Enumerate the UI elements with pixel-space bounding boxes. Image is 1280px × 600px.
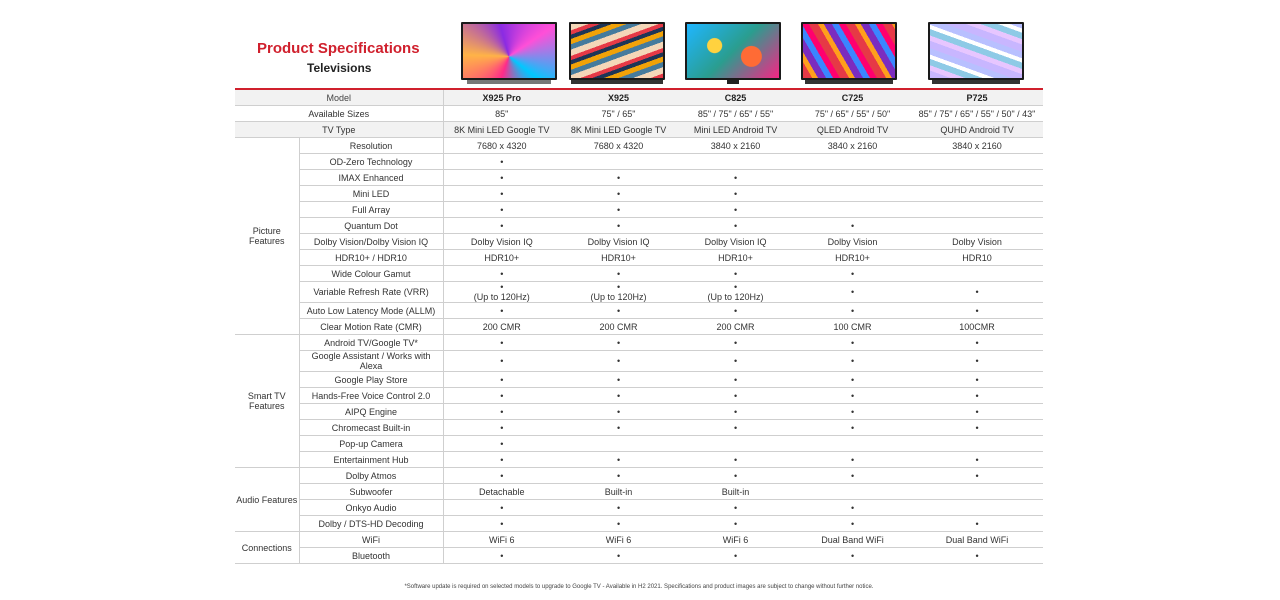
spec-value: •	[560, 303, 677, 319]
spec-value: •	[911, 516, 1043, 532]
page-subtitle: Televisions	[307, 61, 372, 75]
spec-value: •	[677, 170, 794, 186]
spec-value: X925	[560, 90, 677, 106]
spec-value: •	[677, 351, 794, 372]
spec-value	[911, 500, 1043, 516]
spec-value	[794, 170, 911, 186]
spec-value: •	[443, 202, 560, 218]
spec-value: •	[560, 404, 677, 420]
spec-value: WiFi 6	[677, 532, 794, 548]
spec-value: •	[560, 218, 677, 234]
spec-value: •	[560, 452, 677, 468]
spec-table	[235, 90, 1043, 564]
table-row	[235, 484, 1043, 500]
spec-value: 200 CMR	[560, 319, 677, 335]
table-row	[235, 420, 1043, 436]
c825-tv-image	[685, 22, 781, 84]
spec-value	[794, 202, 911, 218]
c725-tv-image	[801, 22, 897, 84]
spec-value: •	[443, 420, 560, 436]
spec-value: •	[677, 500, 794, 516]
table-row	[235, 548, 1043, 564]
footnote: *Software update is required on selected models to upgrade to Google TV - Available in H2 2021. Specifications and product images are subject to change without further notice.	[404, 584, 874, 590]
p725-tv-image	[928, 22, 1024, 84]
spec-value: Mini LED Android TV	[677, 122, 794, 138]
spec-value: •	[443, 186, 560, 202]
table-row	[235, 303, 1043, 319]
feature-label: Entertainment Hub	[299, 452, 443, 468]
table-row	[235, 122, 1043, 138]
spec-value: •	[560, 388, 677, 404]
feature-label: Resolution	[299, 138, 443, 154]
spec-value: 7680 x 4320	[560, 138, 677, 154]
spec-value: •	[443, 335, 560, 351]
x925-tv-image	[569, 22, 665, 84]
spec-value: C825	[677, 90, 794, 106]
spec-value	[911, 186, 1043, 202]
spec-value	[794, 436, 911, 452]
feature-label: Mini LED	[299, 186, 443, 202]
table-row	[235, 532, 1043, 548]
spec-value	[911, 484, 1043, 500]
feature-label: Wide Colour Gamut	[299, 266, 443, 282]
spec-value: •	[794, 468, 911, 484]
spec-value: • (Up to 120Hz)	[560, 282, 677, 303]
spec-sheet	[235, 0, 1043, 600]
feature-label: AIPQ Engine	[299, 404, 443, 420]
spec-value	[911, 170, 1043, 186]
spec-value: •	[677, 548, 794, 564]
table-row	[235, 186, 1043, 202]
table-row	[235, 218, 1043, 234]
spec-value: •	[677, 202, 794, 218]
table-row	[235, 500, 1043, 516]
spec-value: •	[794, 303, 911, 319]
table-row	[235, 106, 1043, 122]
spec-value: •	[794, 452, 911, 468]
table-row	[235, 468, 1043, 484]
feature-label: Model	[235, 90, 443, 106]
spec-value: WiFi 6	[443, 532, 560, 548]
spec-value	[911, 266, 1043, 282]
spec-value: •	[794, 420, 911, 436]
spec-value: P725	[911, 90, 1043, 106]
spec-value	[911, 436, 1043, 452]
spec-value: •	[677, 452, 794, 468]
spec-value: •	[560, 335, 677, 351]
feature-label: HDR10+ / HDR10	[299, 250, 443, 266]
spec-value: •	[677, 468, 794, 484]
feature-label: Clear Motion Rate (CMR)	[299, 319, 443, 335]
spec-value: •	[443, 372, 560, 388]
spec-value: •	[794, 404, 911, 420]
spec-value: 200 CMR	[443, 319, 560, 335]
spec-value	[794, 154, 911, 170]
section-category: Connections	[235, 532, 299, 564]
spec-value: •	[911, 548, 1043, 564]
spec-value: •	[443, 303, 560, 319]
spec-value: •	[911, 452, 1043, 468]
feature-label: Google Play Store	[299, 372, 443, 388]
spec-value: 3840 x 2160	[911, 138, 1043, 154]
spec-value: •	[677, 266, 794, 282]
spec-value: 75" / 65"	[560, 106, 677, 122]
spec-value: 200 CMR	[677, 319, 794, 335]
spec-value	[794, 484, 911, 500]
table-row	[235, 452, 1043, 468]
spec-value: •	[443, 436, 560, 452]
table-row	[235, 90, 1043, 106]
spec-value: •	[911, 303, 1043, 319]
spec-value: •	[794, 335, 911, 351]
spec-value: 8K Mini LED Google TV	[443, 122, 560, 138]
spec-value: •	[560, 372, 677, 388]
spec-value: Dolby Vision IQ	[560, 234, 677, 250]
spec-value: •	[794, 548, 911, 564]
table-row	[235, 202, 1043, 218]
x925-pro-tv-image	[461, 22, 557, 84]
spec-value: •	[443, 452, 560, 468]
spec-value: •	[443, 548, 560, 564]
feature-label: Chromecast Built-in	[299, 420, 443, 436]
table-row	[235, 436, 1043, 452]
spec-value: •	[677, 388, 794, 404]
spec-value: •	[560, 420, 677, 436]
spec-value: Dolby Vision IQ	[443, 234, 560, 250]
spec-value: •	[794, 516, 911, 532]
table-row	[235, 516, 1043, 532]
spec-value: •	[794, 218, 911, 234]
spec-value	[911, 154, 1043, 170]
spec-value	[560, 154, 677, 170]
spec-value: •	[677, 516, 794, 532]
spec-value: 3840 x 2160	[794, 138, 911, 154]
feature-label: Full Array	[299, 202, 443, 218]
feature-label: Available Sizes	[235, 106, 443, 122]
feature-label: Quantum Dot	[299, 218, 443, 234]
spec-value: •	[911, 372, 1043, 388]
spec-value: •	[443, 218, 560, 234]
table-row	[235, 170, 1043, 186]
spec-value: 7680 x 4320	[443, 138, 560, 154]
spec-value: •	[443, 500, 560, 516]
table-row	[235, 372, 1043, 388]
feature-label: OD-Zero Technology	[299, 154, 443, 170]
spec-value: 100CMR	[911, 319, 1043, 335]
spec-value: •	[911, 282, 1043, 303]
spec-value: •	[560, 186, 677, 202]
table-row	[235, 282, 1043, 303]
spec-value: 85" / 75" / 65" / 55" / 50" / 43"	[911, 106, 1043, 122]
spec-value: •	[677, 404, 794, 420]
spec-value: QUHD Android TV	[911, 122, 1043, 138]
section-category: Smart TV Features	[235, 335, 299, 468]
spec-value: •	[560, 548, 677, 564]
spec-value	[677, 436, 794, 452]
feature-label: Pop-up Camera	[299, 436, 443, 452]
spec-value: •	[794, 351, 911, 372]
spec-value: 85"	[443, 106, 560, 122]
spec-value: •	[794, 500, 911, 516]
spec-value: 100 CMR	[794, 319, 911, 335]
spec-value: •	[443, 404, 560, 420]
table-row	[235, 266, 1043, 282]
table-row	[235, 234, 1043, 250]
feature-label: Hands-Free Voice Control 2.0	[299, 388, 443, 404]
feature-label: Auto Low Latency Mode (ALLM)	[299, 303, 443, 319]
spec-value: •	[443, 170, 560, 186]
table-row	[235, 351, 1043, 372]
spec-value	[677, 154, 794, 170]
feature-label: Dolby Vision/Dolby Vision IQ	[299, 234, 443, 250]
section-category: Picture Features	[235, 138, 299, 335]
feature-label: TV Type	[235, 122, 443, 138]
spec-value: • (Up to 120Hz)	[443, 282, 560, 303]
feature-label: Google Assistant / Works with Alexa	[299, 351, 443, 372]
spec-value: •	[794, 266, 911, 282]
feature-label: Bluetooth	[299, 548, 443, 564]
feature-label: Dolby Atmos	[299, 468, 443, 484]
spec-value: X925 Pro	[443, 90, 560, 106]
spec-value: 85" / 75" / 65" / 55"	[677, 106, 794, 122]
spec-value: •	[560, 351, 677, 372]
spec-value: •	[560, 516, 677, 532]
section-category: Audio Features	[235, 468, 299, 532]
spec-value: Dual Band WiFi	[794, 532, 911, 548]
feature-label: Variable Refresh Rate (VRR)	[299, 282, 443, 303]
spec-value: •	[560, 468, 677, 484]
page-title: Product Specifications	[257, 40, 420, 57]
spec-value: Built-in	[677, 484, 794, 500]
spec-value: •	[677, 218, 794, 234]
spec-value: Detachable	[443, 484, 560, 500]
spec-value: HDR10+	[443, 250, 560, 266]
feature-label: WiFi	[299, 532, 443, 548]
feature-label: Android TV/Google TV*	[299, 335, 443, 351]
spec-value: Dolby Vision	[794, 234, 911, 250]
spec-value: •	[443, 388, 560, 404]
spec-value: •	[560, 202, 677, 218]
spec-value: • (Up to 120Hz)	[677, 282, 794, 303]
feature-label: Onkyo Audio	[299, 500, 443, 516]
spec-value: 75" / 65" / 55" / 50"	[794, 106, 911, 122]
feature-label: Subwoofer	[299, 484, 443, 500]
spec-value: QLED Android TV	[794, 122, 911, 138]
spec-value: Dolby Vision IQ	[677, 234, 794, 250]
spec-value: 3840 x 2160	[677, 138, 794, 154]
spec-value: •	[911, 404, 1043, 420]
spec-value: HDR10	[911, 250, 1043, 266]
feature-label: Dolby / DTS-HD Decoding	[299, 516, 443, 532]
spec-value: •	[677, 420, 794, 436]
spec-value: •	[443, 516, 560, 532]
spec-value: HDR10+	[794, 250, 911, 266]
spec-value: •	[443, 351, 560, 372]
spec-value: 8K Mini LED Google TV	[560, 122, 677, 138]
spec-value: WiFi 6	[560, 532, 677, 548]
spec-value: Dual Band WiFi	[911, 532, 1043, 548]
spec-value: •	[794, 282, 911, 303]
spec-value: •	[677, 372, 794, 388]
spec-value: •	[677, 303, 794, 319]
spec-value: •	[911, 468, 1043, 484]
spec-value: •	[794, 388, 911, 404]
spec-value: •	[560, 170, 677, 186]
spec-value	[911, 218, 1043, 234]
table-row	[235, 388, 1043, 404]
spec-value: •	[677, 335, 794, 351]
spec-value	[560, 436, 677, 452]
spec-value: •	[911, 335, 1043, 351]
table-row	[235, 138, 1043, 154]
spec-value	[794, 186, 911, 202]
spec-value: HDR10+	[677, 250, 794, 266]
spec-value: •	[443, 154, 560, 170]
spec-value: Built-in	[560, 484, 677, 500]
spec-value: •	[911, 351, 1043, 372]
table-row	[235, 335, 1043, 351]
spec-value: •	[443, 468, 560, 484]
table-row	[235, 404, 1043, 420]
spec-value: C725	[794, 90, 911, 106]
table-row	[235, 154, 1043, 170]
spec-value: •	[911, 388, 1043, 404]
spec-value: •	[794, 372, 911, 388]
table-row	[235, 250, 1043, 266]
spec-value: •	[443, 266, 560, 282]
spec-value: •	[560, 266, 677, 282]
spec-value: •	[677, 186, 794, 202]
spec-value: HDR10+	[560, 250, 677, 266]
spec-value: Dolby Vision	[911, 234, 1043, 250]
feature-label: IMAX Enhanced	[299, 170, 443, 186]
spec-value	[911, 202, 1043, 218]
spec-value: •	[560, 500, 677, 516]
spec-value: •	[911, 420, 1043, 436]
table-row	[235, 319, 1043, 335]
